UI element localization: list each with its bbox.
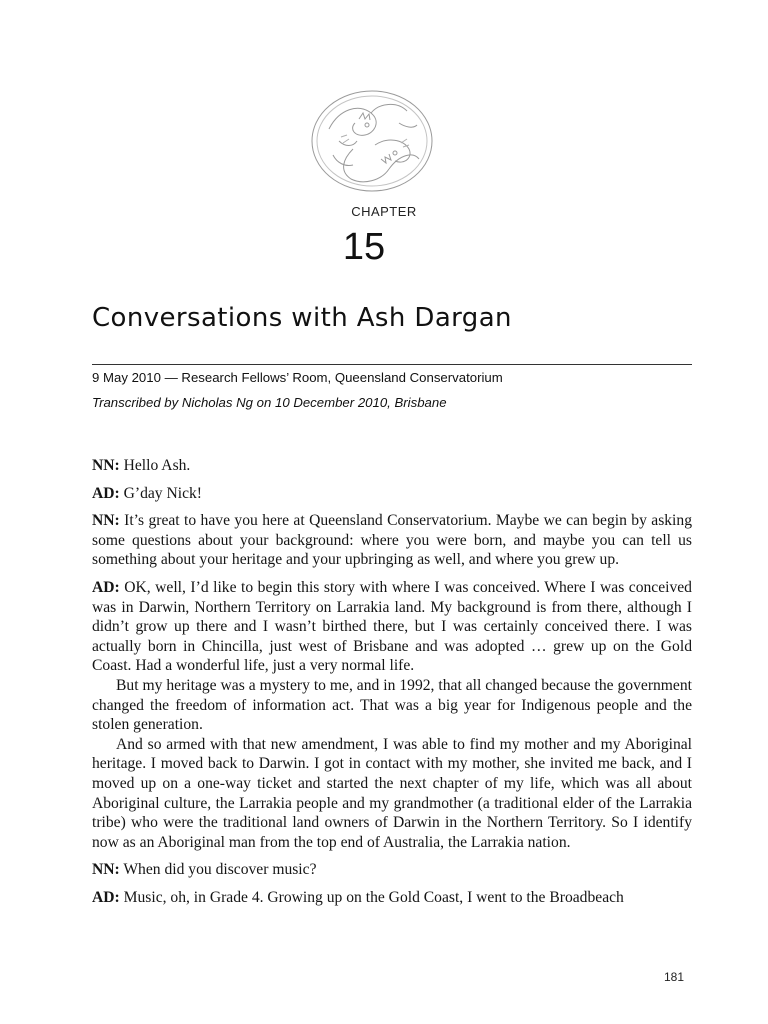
chapter-label-text: CHAPTER	[351, 204, 417, 219]
speaker-label: NN:	[92, 457, 120, 474]
chapter-title: Conversations with Ash Dargan	[92, 303, 512, 333]
interview-date-line: 9 May 2010 — Research Fellows’ Room, Queensland Conservatorium	[92, 370, 503, 385]
dialogue-text: Hello Ash.	[123, 457, 191, 474]
dialogue-paragraph	[92, 888, 692, 908]
speaker-label: NN:	[92, 512, 120, 530]
dialogue-text: When did you discover music?	[123, 861, 317, 879]
dialogue-text: Music, oh, in Grade 4. Growing up on the Gold Coast, I went to the Broadbeach	[123, 888, 624, 906]
dialogue-text: G’day Nick!	[123, 484, 202, 502]
dialogue-text: But my heritage was a mystery to me, and in 1992, that all changed because the government changed the freedom of information act. That was a big year for Indigenous people and the stolen generation.	[92, 676, 692, 734]
title-divider	[92, 364, 692, 365]
dialogue-paragraph	[92, 456, 692, 476]
dialogue-paragraph	[92, 484, 692, 504]
dialogue-paragraph	[92, 578, 692, 676]
page-number: 181	[663, 970, 684, 984]
chapter-number: 15	[342, 226, 386, 268]
dialogue-paragraph	[92, 511, 692, 570]
dialogue-text: It’s great to have you here at Queensland Conservatorium. Maybe we can begin by asking some questions about your background: where you were born, and maybe you can tell us something about your heritage and your upbringing as well, and where you grew up.	[92, 512, 692, 569]
speaker-label: AD:	[92, 578, 120, 596]
dialogue-text: OK, well, I’d like to begin this story with where I was conceived. Where I was conceived was in Darwin, Northern Territory on Larrakia land. My background is from there, although I didn’t grow up there and I wasn’t birthed there, but I was certainly conceived there. I was actually born in Chincilla, just west of Brisbane and was adopted … grew up on the Gold Coast. Had a wonderful life, just a very normal life.	[92, 578, 692, 675]
dialogue-continuation-paragraph	[92, 735, 692, 853]
speaker-label: AD:	[92, 484, 120, 502]
speaker-label: AD:	[92, 888, 120, 906]
interview-transcript	[92, 456, 692, 915]
transcription-credit-line: Transcribed by Nicholas Ng on 10 December 2010, Brisbane	[92, 395, 447, 410]
speaker-label: NN:	[92, 861, 120, 879]
circular-dragon-phoenix-emblem-icon	[309, 89, 435, 194]
dialogue-paragraph	[92, 860, 692, 880]
dialogue-text: And so armed with that new amendment, I was able to find my mother and my Aboriginal heritage. I moved back to Darwin. I got in contact with my mother, she invited me back, and I moved up on a one-way ticket and started the next chapter of my life, which was all about Aboriginal culture, the Larrakia people and my grandmother (a traditional elder of the Larrakia tribe) who were the traditional land owners of Darwin in the Northern Territory. So I identify now as an Aboriginal man from the top end of Australia, the Larrakia nation.	[92, 735, 692, 851]
dialogue-continuation-paragraph	[92, 676, 692, 735]
chapter-label	[0, 203, 768, 220]
